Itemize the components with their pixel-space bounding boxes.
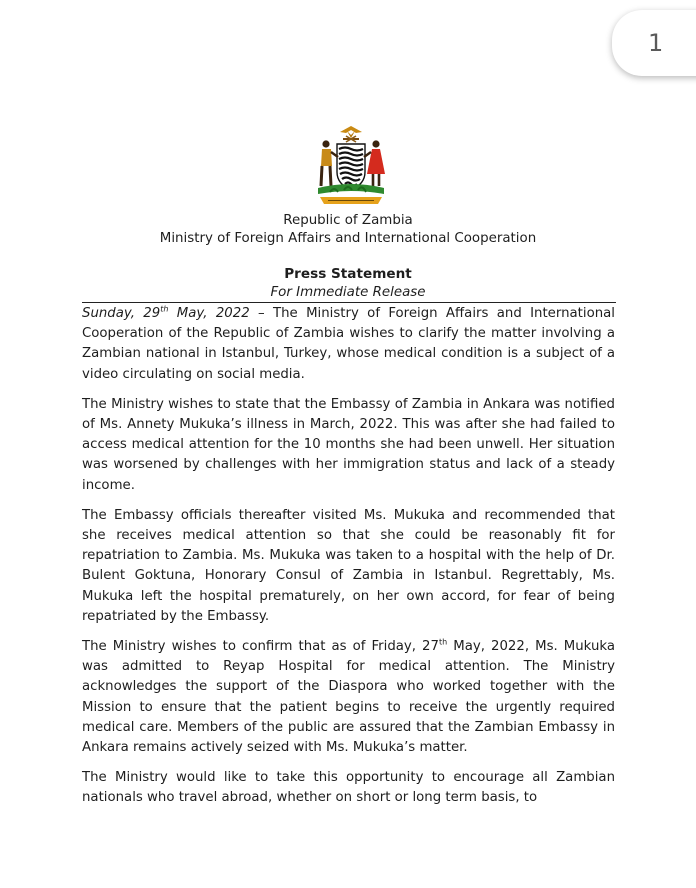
document-subtitle: For Immediate Release xyxy=(270,285,426,300)
header-ministry: Ministry of Foreign Affairs and International Cooperation xyxy=(159,231,537,246)
page-number: 1 xyxy=(648,29,664,57)
header-republic: Republic of Zambia xyxy=(283,213,413,228)
statement-date: Sunday, 29th May, 2022 xyxy=(82,304,250,321)
title-divider xyxy=(82,302,616,303)
page-number-indicator xyxy=(612,10,696,76)
coat-of-arms-icon xyxy=(310,122,392,208)
paragraph-1: Sunday, 29th May, 2022 – The Ministry of Foreign Affairs and International Cooperation of the Republic of Zambia wishes to clarify the matter involving a Zambian national in Istanbul, Turkey, whose medical condition is a subject of a video circulating on social media. xyxy=(82,304,615,382)
document-title: Press Statement xyxy=(284,266,412,282)
paragraph-2: The Ministry wishes to state that the Embassy of Zambia in Ankara was notified of Ms. Annety Mukuka’s illness in March, 2022. This was after she had failed to access medical attention for the 10 months she had been unwell. Her situation was worsened by challenges with her immigration status and lack of a steady income. xyxy=(82,396,615,493)
paragraph-5: The Ministry would like to take this opportunity to encourage all Zambian nationals who travel abroad, whether on short or long term basis, to xyxy=(82,770,615,806)
paragraph-3: The Embassy officials thereafter visited Ms. Mukuka and recommended that she receives medical attention so that she could be reasonably fit for repatriation to Zambia. Ms. Mukuka was taken to a hospital with the help of Dr. Bulent Goktuna, Honorary Consul of Zambia in Istanbul. Regrettably, Ms. Mukuka left the hospital prematurely, on her own accord, for fear of being repatriated by the Embassy. xyxy=(82,507,615,624)
statement-body xyxy=(82,304,615,819)
paragraph-4: The Ministry wishes to confirm that as of Friday, 27th May, 2022, Ms. Mukuka was admitted to Reyap Hospital for medical attention. The Ministry acknowledges the support of the Diaspora who worked together with the Mission to ensure that the patient begins to receive the urgently required medical care. Members of the public are assured that the Zambian Embassy in Ankara remains actively seized with Ms. Mukuka’s matter. xyxy=(82,637,615,756)
